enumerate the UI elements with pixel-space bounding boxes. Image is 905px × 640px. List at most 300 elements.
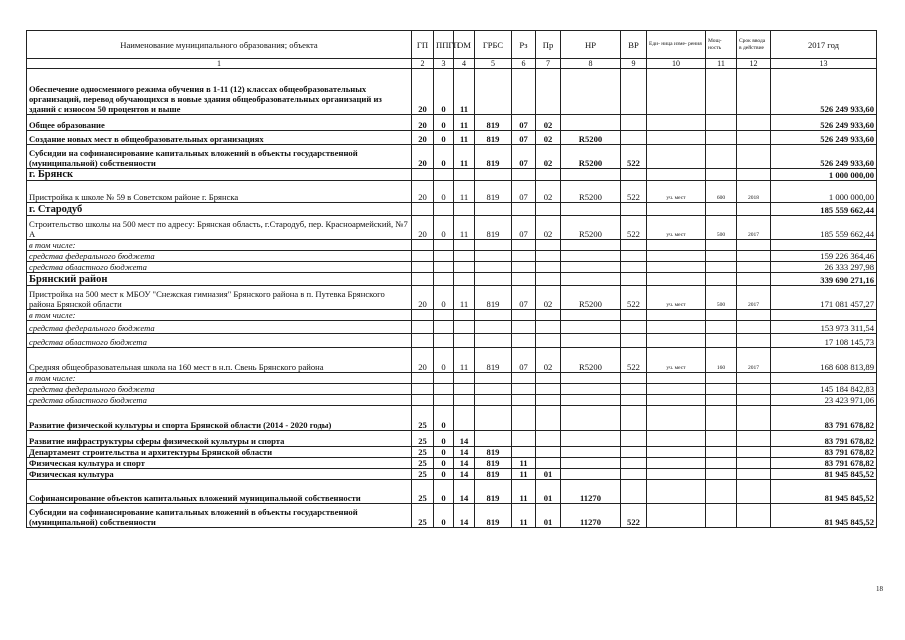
cell-vr: 522 [621, 504, 647, 528]
cell-ppgp [434, 240, 454, 251]
cell-ppgp: 0 [434, 431, 454, 447]
cell-capacity: 600 [706, 181, 737, 203]
row-name: Создание новых мест в общеобразовательных организациях [27, 131, 412, 145]
cell-unit [647, 504, 706, 528]
cell-pr: 02 [536, 145, 561, 169]
cell-unit [647, 69, 706, 115]
cell-unit [647, 469, 706, 480]
cell-ppgp: 0 [434, 480, 454, 504]
cell-ppgp [434, 262, 454, 273]
cell-capacity [706, 115, 737, 131]
cell-unit [647, 321, 706, 334]
cell-grbs [475, 262, 512, 273]
table-row [27, 447, 877, 458]
row-name: г. Стародуб [27, 203, 412, 216]
cell-rz [512, 373, 536, 384]
cell-om: 11 [454, 216, 475, 240]
cell-rz [512, 384, 536, 395]
column-number: 1 [27, 59, 412, 69]
cell-vr [621, 469, 647, 480]
cell-np [561, 431, 621, 447]
cell-vr: 522 [621, 181, 647, 203]
cell-ppgp: 0 [434, 348, 454, 373]
cell-np: R5200 [561, 216, 621, 240]
cell-gp [412, 395, 434, 406]
cell-vr [621, 384, 647, 395]
cell-om: 11 [454, 348, 475, 373]
cell-om: 14 [454, 447, 475, 458]
cell-rz [512, 251, 536, 262]
cell-rz: 07 [512, 348, 536, 373]
cell-pr [536, 310, 561, 321]
cell-gp: 25 [412, 504, 434, 528]
cell-term [737, 273, 771, 286]
row-name: Физическая культура и спорт [27, 458, 412, 469]
cell-vr [621, 458, 647, 469]
cell-capacity [706, 240, 737, 251]
cell-capacity [706, 373, 737, 384]
cell-np [561, 373, 621, 384]
header-np: НР [561, 31, 621, 59]
cell-rz: 11 [512, 469, 536, 480]
cell-om: 14 [454, 458, 475, 469]
cell-gp: 20 [412, 145, 434, 169]
cell-grbs [475, 395, 512, 406]
column-number: 4 [454, 59, 475, 69]
table-row [27, 181, 877, 203]
cell-term [737, 480, 771, 504]
column-number: 10 [647, 59, 706, 69]
cell-term: 2017 [737, 286, 771, 310]
cell-rz: 07 [512, 115, 536, 131]
cell-term [737, 431, 771, 447]
cell-capacity [706, 145, 737, 169]
cell-vr [621, 480, 647, 504]
cell-capacity [706, 480, 737, 504]
cell-amount: 17 108 145,73 [771, 334, 877, 348]
table-row [27, 395, 877, 406]
table-row [27, 310, 877, 321]
row-name: в том числе: [27, 310, 412, 321]
cell-ppgp: 0 [434, 216, 454, 240]
cell-grbs [475, 273, 512, 286]
table-row [27, 273, 877, 286]
cell-rz [512, 273, 536, 286]
cell-rz: 11 [512, 504, 536, 528]
table-row [27, 115, 877, 131]
cell-pr: 01 [536, 504, 561, 528]
header-ppgp: ППГП [434, 31, 454, 59]
cell-capacity [706, 310, 737, 321]
row-name: средства федерального бюджета [27, 321, 412, 334]
cell-term [737, 69, 771, 115]
table-row [27, 321, 877, 334]
cell-unit [647, 373, 706, 384]
cell-om: 14 [454, 469, 475, 480]
cell-amount: 526 249 933,60 [771, 145, 877, 169]
cell-np [561, 69, 621, 115]
row-name: Департамент строительства и архитектуры Брянской области [27, 447, 412, 458]
row-name: Общее образование [27, 115, 412, 131]
row-name: г. Брянск [27, 169, 412, 181]
cell-amount: 83 791 678,82 [771, 406, 877, 431]
cell-term [737, 447, 771, 458]
column-number: 7 [536, 59, 561, 69]
cell-grbs [475, 373, 512, 384]
cell-capacity: 500 [706, 216, 737, 240]
cell-capacity: 160 [706, 348, 737, 373]
table-row [27, 251, 877, 262]
cell-om: 14 [454, 431, 475, 447]
cell-amount: 171 081 457,27 [771, 286, 877, 310]
cell-vr [621, 310, 647, 321]
cell-rz [512, 310, 536, 321]
cell-term [737, 169, 771, 181]
header-name: Наименование муниципального образования; объекта [27, 31, 412, 59]
row-name: средства федерального бюджета [27, 251, 412, 262]
cell-grbs: 819 [475, 115, 512, 131]
cell-amount: 526 249 933,60 [771, 131, 877, 145]
table-body [27, 69, 877, 528]
cell-grbs [475, 310, 512, 321]
cell-vr: 522 [621, 145, 647, 169]
cell-om [454, 310, 475, 321]
cell-np: R5200 [561, 145, 621, 169]
table-row [27, 69, 877, 115]
cell-gp [412, 273, 434, 286]
cell-rz: 11 [512, 458, 536, 469]
cell-rz [512, 431, 536, 447]
cell-rz: 07 [512, 181, 536, 203]
cell-grbs [475, 240, 512, 251]
cell-capacity [706, 447, 737, 458]
table-row [27, 406, 877, 431]
table-row [27, 145, 877, 169]
table-row [27, 373, 877, 384]
cell-ppgp: 0 [434, 469, 454, 480]
cell-np [561, 321, 621, 334]
cell-om: 11 [454, 286, 475, 310]
cell-amount: 159 226 364,46 [771, 251, 877, 262]
column-number: 3 [434, 59, 454, 69]
header-unit: Еди- ница изме- рения [647, 31, 706, 59]
header-om: ОМ [454, 31, 475, 59]
cell-ppgp [434, 251, 454, 262]
cell-amount: 83 791 678,82 [771, 447, 877, 458]
cell-pr: 02 [536, 115, 561, 131]
row-name: Строительство школы на 500 мест по адресу: Брянская область, г.Стародуб, пер. Красноармейский, №7 А [27, 216, 412, 240]
cell-rz: 07 [512, 131, 536, 145]
budget-table [26, 30, 877, 528]
header-grbs: ГРБС [475, 31, 512, 59]
cell-amount: 1 000 000,00 [771, 181, 877, 203]
cell-grbs: 819 [475, 286, 512, 310]
cell-ppgp: 0 [434, 131, 454, 145]
cell-ppgp: 0 [434, 181, 454, 203]
cell-unit [647, 431, 706, 447]
cell-vr: 522 [621, 348, 647, 373]
cell-grbs [475, 251, 512, 262]
row-name: средства областного бюджета [27, 334, 412, 348]
cell-pr [536, 69, 561, 115]
cell-pr [536, 273, 561, 286]
cell-capacity [706, 431, 737, 447]
cell-om [454, 240, 475, 251]
cell-capacity [706, 273, 737, 286]
cell-amount [771, 310, 877, 321]
cell-gp [412, 310, 434, 321]
cell-gp [412, 251, 434, 262]
table-row [27, 203, 877, 216]
cell-ppgp [434, 273, 454, 286]
cell-grbs [475, 69, 512, 115]
cell-amount: 81 945 845,52 [771, 469, 877, 480]
cell-capacity: 500 [706, 286, 737, 310]
cell-ppgp: 0 [434, 458, 454, 469]
cell-unit [647, 447, 706, 458]
cell-gp [412, 203, 434, 216]
cell-vr [621, 115, 647, 131]
cell-unit [647, 240, 706, 251]
cell-amount: 526 249 933,60 [771, 115, 877, 131]
cell-vr: 522 [621, 286, 647, 310]
cell-rz [512, 169, 536, 181]
cell-gp: 25 [412, 406, 434, 431]
cell-np [561, 251, 621, 262]
cell-grbs [475, 431, 512, 447]
cell-capacity [706, 406, 737, 431]
cell-gp: 25 [412, 447, 434, 458]
cell-np [561, 395, 621, 406]
header-row [27, 31, 877, 59]
column-number: 11 [706, 59, 737, 69]
cell-term [737, 384, 771, 395]
cell-gp: 25 [412, 458, 434, 469]
cell-rz [512, 395, 536, 406]
cell-amount: 153 973 311,54 [771, 321, 877, 334]
cell-gp: 20 [412, 216, 434, 240]
cell-amount: 145 184 842,83 [771, 384, 877, 395]
cell-ppgp: 0 [434, 447, 454, 458]
cell-unit [647, 262, 706, 273]
cell-ppgp [434, 203, 454, 216]
cell-rz: 07 [512, 286, 536, 310]
cell-np [561, 447, 621, 458]
cell-pr: 02 [536, 181, 561, 203]
table-row [27, 286, 877, 310]
cell-gp [412, 240, 434, 251]
cell-rz: 07 [512, 145, 536, 169]
cell-term [737, 251, 771, 262]
table-row [27, 131, 877, 145]
cell-om: 11 [454, 69, 475, 115]
cell-amount: 168 608 813,89 [771, 348, 877, 373]
cell-capacity [706, 203, 737, 216]
cell-np: 11270 [561, 504, 621, 528]
cell-pr: 02 [536, 348, 561, 373]
cell-unit [647, 273, 706, 286]
cell-np [561, 406, 621, 431]
cell-amount [771, 373, 877, 384]
row-name: средства областного бюджета [27, 395, 412, 406]
cell-term: 2017 [737, 348, 771, 373]
cell-capacity [706, 169, 737, 181]
header-gp: ГП [412, 31, 434, 59]
cell-gp [412, 169, 434, 181]
cell-amount: 185 559 662,44 [771, 216, 877, 240]
cell-vr [621, 334, 647, 348]
cell-gp [412, 373, 434, 384]
cell-term [737, 395, 771, 406]
cell-capacity [706, 395, 737, 406]
cell-amount: 81 945 845,52 [771, 480, 877, 504]
cell-unit: уч. мест [647, 286, 706, 310]
table-row [27, 384, 877, 395]
cell-pr: 01 [536, 480, 561, 504]
cell-pr [536, 458, 561, 469]
cell-np [561, 310, 621, 321]
cell-ppgp: 0 [434, 145, 454, 169]
cell-rz [512, 240, 536, 251]
cell-amount: 83 791 678,82 [771, 458, 877, 469]
cell-vr [621, 321, 647, 334]
cell-ppgp: 0 [434, 286, 454, 310]
header-rz: Рз [512, 31, 536, 59]
cell-om [454, 273, 475, 286]
cell-grbs: 819 [475, 131, 512, 145]
cell-pr [536, 203, 561, 216]
cell-om [454, 406, 475, 431]
cell-pr [536, 240, 561, 251]
cell-pr: 02 [536, 216, 561, 240]
cell-term [737, 115, 771, 131]
header-capacity: Мощ- ность [706, 31, 737, 59]
cell-capacity [706, 384, 737, 395]
cell-unit [647, 480, 706, 504]
table-row [27, 480, 877, 504]
cell-gp: 20 [412, 348, 434, 373]
cell-grbs: 819 [475, 458, 512, 469]
row-name: Пристройка на 500 мест к МБОУ "Снежская гимназия" Брянского района в п. Путевка Брянского района Брянской области [27, 286, 412, 310]
cell-capacity [706, 334, 737, 348]
cell-rz: 11 [512, 480, 536, 504]
header-pr: Пр [536, 31, 561, 59]
cell-ppgp: 0 [434, 115, 454, 131]
table-row [27, 334, 877, 348]
cell-pr [536, 321, 561, 334]
cell-np [561, 273, 621, 286]
cell-grbs: 819 [475, 181, 512, 203]
cell-amount [771, 240, 877, 251]
cell-grbs: 819 [475, 145, 512, 169]
cell-unit [647, 251, 706, 262]
cell-np: R5200 [561, 181, 621, 203]
cell-amount: 23 423 971,06 [771, 395, 877, 406]
cell-ppgp: 0 [434, 69, 454, 115]
cell-unit [647, 131, 706, 145]
row-name: Развитие физической культуры и спорта Брянской области (2014 - 2020 годы) [27, 406, 412, 431]
cell-term [737, 131, 771, 145]
cell-om [454, 169, 475, 181]
cell-amount: 1 000 000,00 [771, 169, 877, 181]
cell-pr: 02 [536, 286, 561, 310]
cell-vr [621, 251, 647, 262]
cell-capacity [706, 262, 737, 273]
cell-grbs [475, 406, 512, 431]
cell-amount: 81 945 845,52 [771, 504, 877, 528]
table-row [27, 262, 877, 273]
cell-pr [536, 334, 561, 348]
cell-gp: 25 [412, 469, 434, 480]
cell-rz [512, 334, 536, 348]
cell-vr [621, 431, 647, 447]
cell-capacity [706, 321, 737, 334]
cell-om [454, 203, 475, 216]
cell-np [561, 334, 621, 348]
budget-sheet [26, 30, 876, 528]
cell-unit [647, 384, 706, 395]
cell-pr [536, 169, 561, 181]
cell-np: R5200 [561, 348, 621, 373]
cell-term: 2017 [737, 216, 771, 240]
cell-om [454, 251, 475, 262]
cell-capacity [706, 251, 737, 262]
cell-gp: 20 [412, 115, 434, 131]
cell-term [737, 469, 771, 480]
cell-vr [621, 447, 647, 458]
column-number: 5 [475, 59, 512, 69]
cell-np: 11270 [561, 480, 621, 504]
row-name: в том числе: [27, 373, 412, 384]
cell-term [737, 504, 771, 528]
cell-rz [512, 203, 536, 216]
cell-term [737, 310, 771, 321]
column-number: 8 [561, 59, 621, 69]
cell-np [561, 469, 621, 480]
cell-unit [647, 115, 706, 131]
table-row [27, 458, 877, 469]
cell-gp: 25 [412, 431, 434, 447]
cell-om [454, 373, 475, 384]
cell-np [561, 240, 621, 251]
header-vr: ВР [621, 31, 647, 59]
cell-ppgp [434, 384, 454, 395]
cell-vr [621, 240, 647, 251]
cell-ppgp [434, 169, 454, 181]
cell-om: 11 [454, 181, 475, 203]
column-number: 13 [771, 59, 877, 69]
cell-term [737, 262, 771, 273]
cell-np [561, 169, 621, 181]
row-name: в том числе: [27, 240, 412, 251]
cell-amount: 339 690 271,16 [771, 273, 877, 286]
cell-pr [536, 447, 561, 458]
cell-vr [621, 262, 647, 273]
cell-om [454, 334, 475, 348]
cell-unit: уч. мест [647, 181, 706, 203]
cell-unit [647, 395, 706, 406]
cell-om [454, 321, 475, 334]
cell-grbs: 819 [475, 480, 512, 504]
cell-pr [536, 373, 561, 384]
table-row [27, 348, 877, 373]
cell-ppgp: 0 [434, 504, 454, 528]
cell-grbs [475, 334, 512, 348]
row-name: Пристройка к школе № 59 в Советском районе г. Брянска [27, 181, 412, 203]
cell-om [454, 262, 475, 273]
cell-unit [647, 334, 706, 348]
cell-np [561, 384, 621, 395]
